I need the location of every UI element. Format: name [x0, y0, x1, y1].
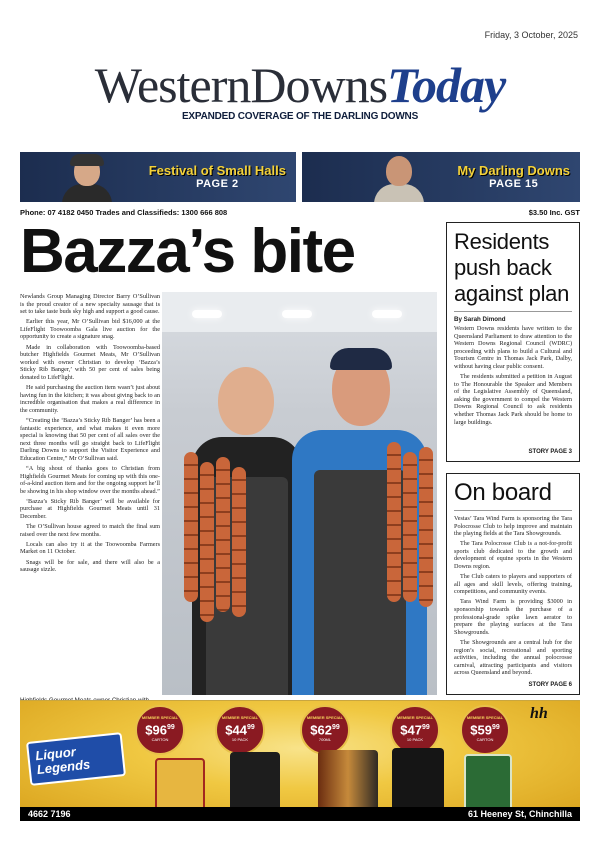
price-tag-label: MEMBER SPECIAL — [221, 715, 259, 720]
lead-paragraph: ‘Bazza’s Sticky Rib Banger’ will be available for purchase at Highfields Gourmet Meats until 31 December. — [20, 497, 160, 521]
price-tag-label: MEMBER SPECIAL — [396, 715, 434, 720]
masthead-title-main: WesternDowns — [94, 57, 388, 113]
price-tag-price: $\$59^{99}$ — [470, 722, 500, 738]
side-story-residents[interactable] — [446, 222, 580, 462]
promo-my-darling-downs[interactable] — [302, 152, 580, 202]
side-paragraph: Tara Wind Farm is providing $3000 in sponsorship towards the purchase of a professional-grade spike lawn aerator to prepare the playing surfaces at the Tara Showgrounds. — [454, 598, 572, 636]
product-jack-daniels — [392, 748, 444, 810]
side-paragraph: The residents submitted a petition in August to The Honourable the Speaker and Members of the Legislative Assembly of Queensland, asking the government to compel the Western Downs Regional Council to ask residents whether Thomas Jack Park should be home to large buildings. — [454, 373, 572, 426]
masthead-tagline: EXPANDED COVERAGE OF THE DARLING DOWNS — [181, 111, 419, 122]
lead-paragraph: Snags will be for sale, and there will also be a sausage sizzle. — [20, 558, 160, 574]
lead-paragraph: Locals can also try it at the Toowoomba Farmers Market on 11 October. — [20, 540, 160, 556]
price-tag-label: MEMBER SPECIAL — [306, 715, 344, 720]
sausage-string-left — [200, 462, 214, 622]
price-tag-pack: 10 PACK — [406, 737, 424, 743]
product-great-northern — [464, 754, 512, 810]
advert-address: 61 Heeney St, Chinchilla — [467, 809, 572, 819]
sausage-string-left — [232, 467, 246, 617]
lead-paragraph: Earlier this year, Mr O’Sullivan bid $16,000 at the LifeFlight Toowoomba Gala live auction for the opportunity to create a signature snag. — [20, 318, 160, 341]
price-tag — [215, 705, 265, 755]
masthead-title-accent: Today — [387, 57, 506, 113]
lead-paragraph: “Creating the ‘Bazza’s Sticky Rib Banger’ has been a fantastic experience, and what makes it even more special is knowing that 50 per cent of all sales over the next three months will go straight back to LifeFlight Darling Downs to support the Visitor Experience and Education Centre,” Mr O’Sullivan said. — [20, 416, 160, 462]
lead-photo[interactable] — [162, 292, 437, 695]
hotel-brand-logo: hh — [530, 705, 548, 722]
cover-price: $3.50 Inc. GST — [528, 208, 580, 217]
liquor-legends-logo: Liquor Legends — [26, 732, 126, 786]
side-story-title: Residents push back against plan — [454, 229, 570, 306]
price-tag-pack: 700ML — [318, 737, 332, 743]
price-tag-label: MEMBER SPECIAL — [466, 715, 504, 720]
price-tag-price: $\$62^{99}$ — [310, 722, 340, 738]
promo-title: My Darling Downs — [457, 163, 570, 178]
sausage-string-right — [387, 442, 401, 602]
promo-title: Festival of Small Halls — [148, 163, 286, 178]
sausage-string-right — [403, 452, 417, 602]
price-tag-pack: 10 PACK — [231, 737, 249, 743]
lead-paragraph: The O’Sullivan house agreed to match the final sum raised over the next few months. — [20, 523, 160, 538]
promo-portrait-image — [372, 156, 426, 202]
divider — [454, 311, 572, 312]
lead-headline[interactable]: Bazza’s bite — [20, 217, 355, 286]
side-paragraph: Vestas’ Tara Wind Farm is sponsoring the Tara Polocrosse Club to help improve and maintain the playing fields at the Tara Showgrounds. — [454, 515, 572, 538]
masthead[interactable] — [0, 57, 600, 122]
side-paragraph: The Showgrounds are a central hub for the region’s social, recreational and sporting activities, including the annual polocrosse carnival, attracting participants and visitors across Queensland and beyond. — [454, 638, 572, 677]
advert-phone[interactable]: 4662 7196 — [28, 809, 71, 819]
price-tag — [300, 705, 350, 755]
issue-date: Friday, 3 October, 2025 — [484, 30, 578, 40]
price-tag-price: $\$96^{99}$ — [145, 722, 175, 738]
price-tag-price: $\$47^{99}$ — [400, 722, 430, 738]
divider — [454, 510, 572, 511]
sausage-string-right — [419, 447, 433, 607]
price-tag — [135, 705, 185, 755]
lead-paragraph: He said purchasing the auction item wasn’t just about having fun in the kitchen; it was about giving back to an incredible organisation that makes a real difference in the community. — [20, 384, 160, 414]
side-story-on-board[interactable] — [446, 473, 580, 695]
price-tag — [460, 705, 510, 755]
product-bundaberg — [155, 758, 205, 810]
price-tag-pack: CARTON — [476, 737, 494, 743]
promo-portrait-image — [60, 156, 114, 202]
lead-paragraph: Made in collaboration with Toowoomba-based butcher Highfields Gourmet Meats, Mr O’Sullivan worked with owner Christian to develop ‘Bazza’s Sticky Rib Banger,’ with 50 per cent of sales being donated to LifeFlight. — [20, 343, 160, 381]
contact-phone: Phone: 07 4182 0450 Trades and Classifieds: 1300 666 808 — [20, 208, 228, 217]
product-bottles — [318, 750, 378, 810]
promo-festival-small-halls[interactable] — [20, 152, 296, 202]
product-hard-rated — [230, 752, 280, 810]
side-paragraph: The Tara Polocrosse Club is a not-for-profit sports club dedicated to the growth and development of equine sports in the Western Downs region. — [454, 540, 572, 571]
byline: By Sarah Dimond — [454, 316, 506, 323]
story-page-link[interactable]: STORY PAGE 6 — [528, 682, 572, 688]
sausage-string-left — [216, 457, 230, 612]
promo-page: PAGE 15 — [489, 178, 539, 190]
sausage-string-left — [184, 452, 198, 602]
price-tag-pack: CARTON — [151, 737, 169, 743]
lead-paragraph: “A big shout of thanks goes to Christian from Highfields Gourmet Meats for coming up with this one-of-a-kind auction item and for the ongoing support he’ll be showing in his shop window over the months ahead.” — [20, 464, 160, 495]
side-story-title: On board — [454, 479, 552, 506]
price-tag-price: $\$44^{99}$ — [225, 722, 255, 738]
lead-paragraph: Newlands Group Managing Director Barry O’Sullivan is the proud creator of a new specialty sausage that is set to take taste buds sky high and support a good cause. — [20, 293, 160, 316]
side-paragraph: Western Downs residents have written to the Queensland Parliament to draw attention to the Western Downs Regional Council (WDRC) proceeding with plans to build a Cultural and Tourism Centre in Thomas Jack Park, Dalby, without having clear public consent. — [454, 325, 572, 370]
lead-story-body — [20, 293, 160, 576]
story-page-link[interactable]: STORY PAGE 3 — [528, 449, 572, 455]
masthead-title — [0, 57, 600, 113]
price-tag-label: MEMBER SPECIAL — [141, 715, 179, 720]
side-paragraph: The Club caters to players and supporters of all ages and skill levels, offering training, competitions, and community events. — [454, 573, 572, 596]
promo-page: PAGE 2 — [196, 178, 239, 190]
liquor-legends-advert[interactable] — [20, 700, 580, 820]
advert-footer — [20, 807, 580, 821]
